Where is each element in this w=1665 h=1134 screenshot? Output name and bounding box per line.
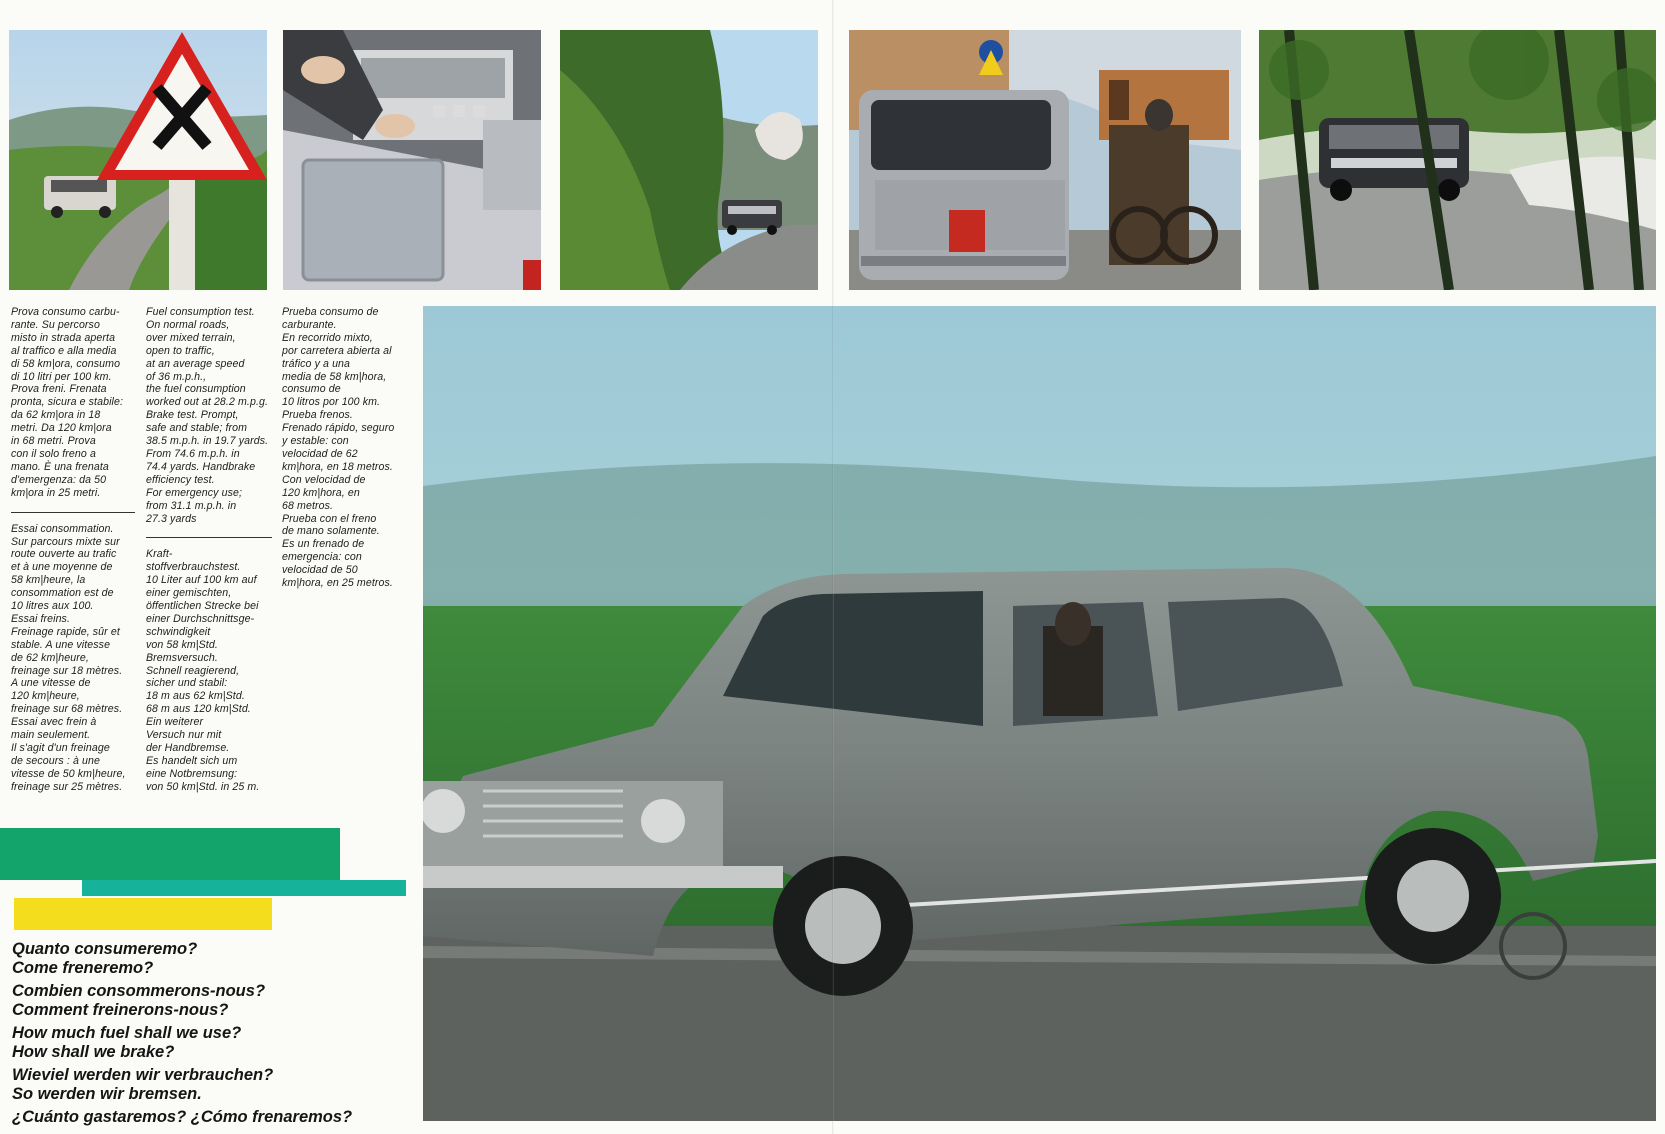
yellow-bar bbox=[14, 898, 272, 930]
photo-car-through-trees bbox=[1259, 30, 1656, 290]
text-column-2 bbox=[146, 306, 282, 794]
headline-spanish: ¿Cuánto gastaremos? ¿Cómo frenaremos? bbox=[12, 1108, 353, 1126]
german-text: Kraft- stoffverbrauchstest. 10 Liter auf 100 km auf einer gemischten, öffentlichen Strecke bei einer Durchschnittsge- schwindigkeit von 58 km|Std. Bremsversuch. Schnell reagierend, sicher und stabil: 18 m aus 62 km|Std. 68 m aus 120 km|Std. Ein weiterer Versuch nur mit der Handbremse. Es handelt sich um eine Notbremsung: von 50 km|Std. in 25 m. bbox=[146, 548, 260, 793]
divider-rule bbox=[11, 512, 135, 513]
headline-english-2: How shall we brake? bbox=[12, 1043, 175, 1061]
text-column-1 bbox=[11, 306, 147, 794]
headline-german-1: Wieviel werden wir verbrauchen? bbox=[12, 1066, 274, 1084]
headline-english-1: How much fuel shall we use? bbox=[12, 1024, 242, 1042]
divider-rule bbox=[146, 537, 272, 538]
green-bar bbox=[0, 828, 340, 880]
photo-main-car-braking bbox=[423, 306, 1656, 1121]
photo-mountain-road bbox=[560, 30, 818, 290]
headline-french-1: Combien consommerons-nous? bbox=[12, 982, 266, 1000]
teal-bar bbox=[82, 880, 406, 896]
photo-test-instruments bbox=[283, 30, 541, 290]
page-fold bbox=[832, 0, 834, 1134]
headline-italian-2: Come freneremo? bbox=[12, 959, 154, 977]
spanish-text: Prueba consumo de carburante. En recorrido mixto, por carretera abierta al tráfico y a una media de 58 km|hora, consumo de 10 litros por 100 km. Prueba frenos. Frenado rápido, seguro y estable: con velocidad de 62 km|hora, en 18 metros. Con velocidad de 120 km|hora, en 68 metros. Prueba con el freno de mano solamente. Es un frenado de emergencia: con velocidad de 50 km|hora, en 25 metros. bbox=[282, 306, 395, 590]
text-column-3 bbox=[282, 306, 422, 590]
photo-crossroads-sign bbox=[9, 30, 267, 290]
headline-italian-1: Quanto consumeremo? bbox=[12, 940, 198, 958]
photo-car-rear-horse-cart bbox=[849, 30, 1241, 290]
headline-french-2: Comment freinerons-nous? bbox=[12, 1001, 229, 1019]
french-text: Essai consommation. Sur parcours mixte sur route ouverte au trafic et à une moyenne de 58 km|heure, la consommation est de 10 litres aux 100. Essai freins. Freinage rapide, sûr et stable. A une vitesse de 62 km|heure, freinage sur 18 mètres. A une vitesse de 120 km|heure, freinage sur 68 mètres. Essai avec frein à main seulement. Il s'agit d'un freinage de secours : à une vitesse de 50 km|heure, freinage sur 25 mètres. bbox=[11, 522, 126, 793]
headline-german-2: So werden wir bremsen. bbox=[12, 1085, 202, 1103]
italian-text: Prova consumo carbu- rante. Su percorso misto in strada aperta al traffico e alla media di 58 km|ora, consumo di 10 litri per 100 km. Prova freni. Frenata pronta, sicura e stabile: da 62 km|ora in 18 metri. Da 120 km|ora in 68 metri. Prova con il solo freno a mano. È una frenata d'emergenza: da 50 km|ora in 25 metri. bbox=[11, 306, 124, 499]
headlines bbox=[12, 940, 422, 1127]
english-text: Fuel consumption test. On normal roads, over mixed terrain, open to traffic, at an average speed of 36 m.p.h., the fuel consumption worked out at 28.2 m.p.g. Brake test. Prompt, safe and stable; from 38.5 m.p.h. in 19.7 yards. From 74.6 m.p.h. in 74.4 yards. Handbrake efficiency test. For emergency use; from 31.1 m.p.h. in 27.3 yards bbox=[146, 306, 269, 525]
